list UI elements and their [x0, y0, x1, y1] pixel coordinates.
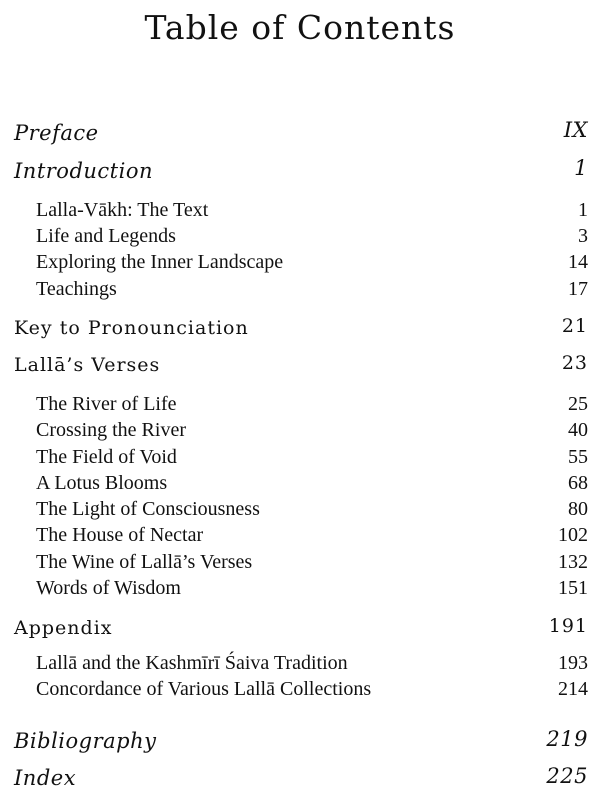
toc-entry-lotus-blooms[interactable]: A Lotus Blooms: [36, 472, 168, 494]
toc-entry-bibliography[interactable]: Bibliography: [14, 729, 157, 753]
toc-entry-preface[interactable]: Preface: [14, 121, 99, 145]
toc-entry-life-and-legends[interactable]: Life and Legends: [36, 225, 176, 247]
toc-page-index: 225: [546, 764, 588, 788]
toc-entry-teachings[interactable]: Teachings: [36, 278, 117, 300]
toc-page-preface: IX: [563, 118, 588, 142]
toc-page-lalla-vakh-the-text: 1: [578, 199, 588, 221]
toc-entry-concordance[interactable]: Concordance of Various Lallā Collections: [36, 678, 372, 700]
toc-page-light-of-consciousness: 80: [568, 498, 588, 520]
toc-entry-crossing-the-river[interactable]: Crossing the River: [36, 419, 186, 441]
toc-page-lallas-verses: 23: [561, 352, 588, 374]
page-title: Table of Contents: [144, 8, 456, 47]
toc-page-introduction: 1: [574, 156, 588, 180]
toc-entry-kashmiri-saiva-tradition[interactable]: Lallā and the Kashmīrī Śaiva Tradition: [36, 652, 348, 674]
toc-page-house-of-nectar: 102: [558, 524, 588, 546]
toc-page-exploring-inner-landscape: 14: [568, 251, 588, 273]
toc-entry-lalla-vakh-the-text[interactable]: Lalla-Vākh: The Text: [36, 199, 209, 221]
toc-page-bibliography: 219: [546, 727, 588, 751]
toc-page-field-of-void: 55: [568, 446, 588, 468]
toc-page-crossing-the-river: 40: [568, 419, 588, 441]
toc-page-words-of-wisdom: 151: [558, 577, 588, 599]
toc-entry-introduction[interactable]: Introduction: [14, 159, 153, 183]
toc-entry-index[interactable]: Index: [14, 766, 77, 790]
toc-page-concordance: 214: [558, 678, 588, 700]
toc-page-kashmiri-saiva-tradition: 193: [558, 652, 588, 674]
toc-entry-river-of-life[interactable]: The River of Life: [36, 393, 177, 415]
toc-entry-exploring-inner-landscape[interactable]: Exploring the Inner Landscape: [36, 251, 284, 273]
toc-entry-wine-of-lallas-verses[interactable]: The Wine of Lallā’s Verses: [36, 551, 253, 573]
toc-page-key-to-pronounciation: 21: [561, 315, 588, 337]
toc-entry-key-to-pronounciation[interactable]: Key to Pronounciation: [14, 317, 249, 339]
toc-entry-field-of-void[interactable]: The Field of Void: [36, 446, 177, 468]
toc-page-teachings: 17: [568, 278, 588, 300]
toc-entry-appendix[interactable]: Appendix: [14, 617, 113, 639]
toc-page-lotus-blooms: 68: [568, 472, 588, 494]
toc-page-life-and-legends: 3: [578, 225, 588, 247]
toc-page-wine-of-lallas-verses: 132: [558, 551, 588, 573]
toc-page-river-of-life: 25: [568, 393, 588, 415]
toc-entry-light-of-consciousness[interactable]: The Light of Consciousness: [36, 498, 260, 520]
toc-page-appendix: 191: [548, 615, 588, 637]
toc-entry-house-of-nectar[interactable]: The House of Nectar: [36, 524, 204, 546]
toc-entry-lallas-verses[interactable]: Lallā’s Verses: [14, 354, 161, 376]
toc-entry-words-of-wisdom[interactable]: Words of Wisdom: [36, 577, 181, 599]
